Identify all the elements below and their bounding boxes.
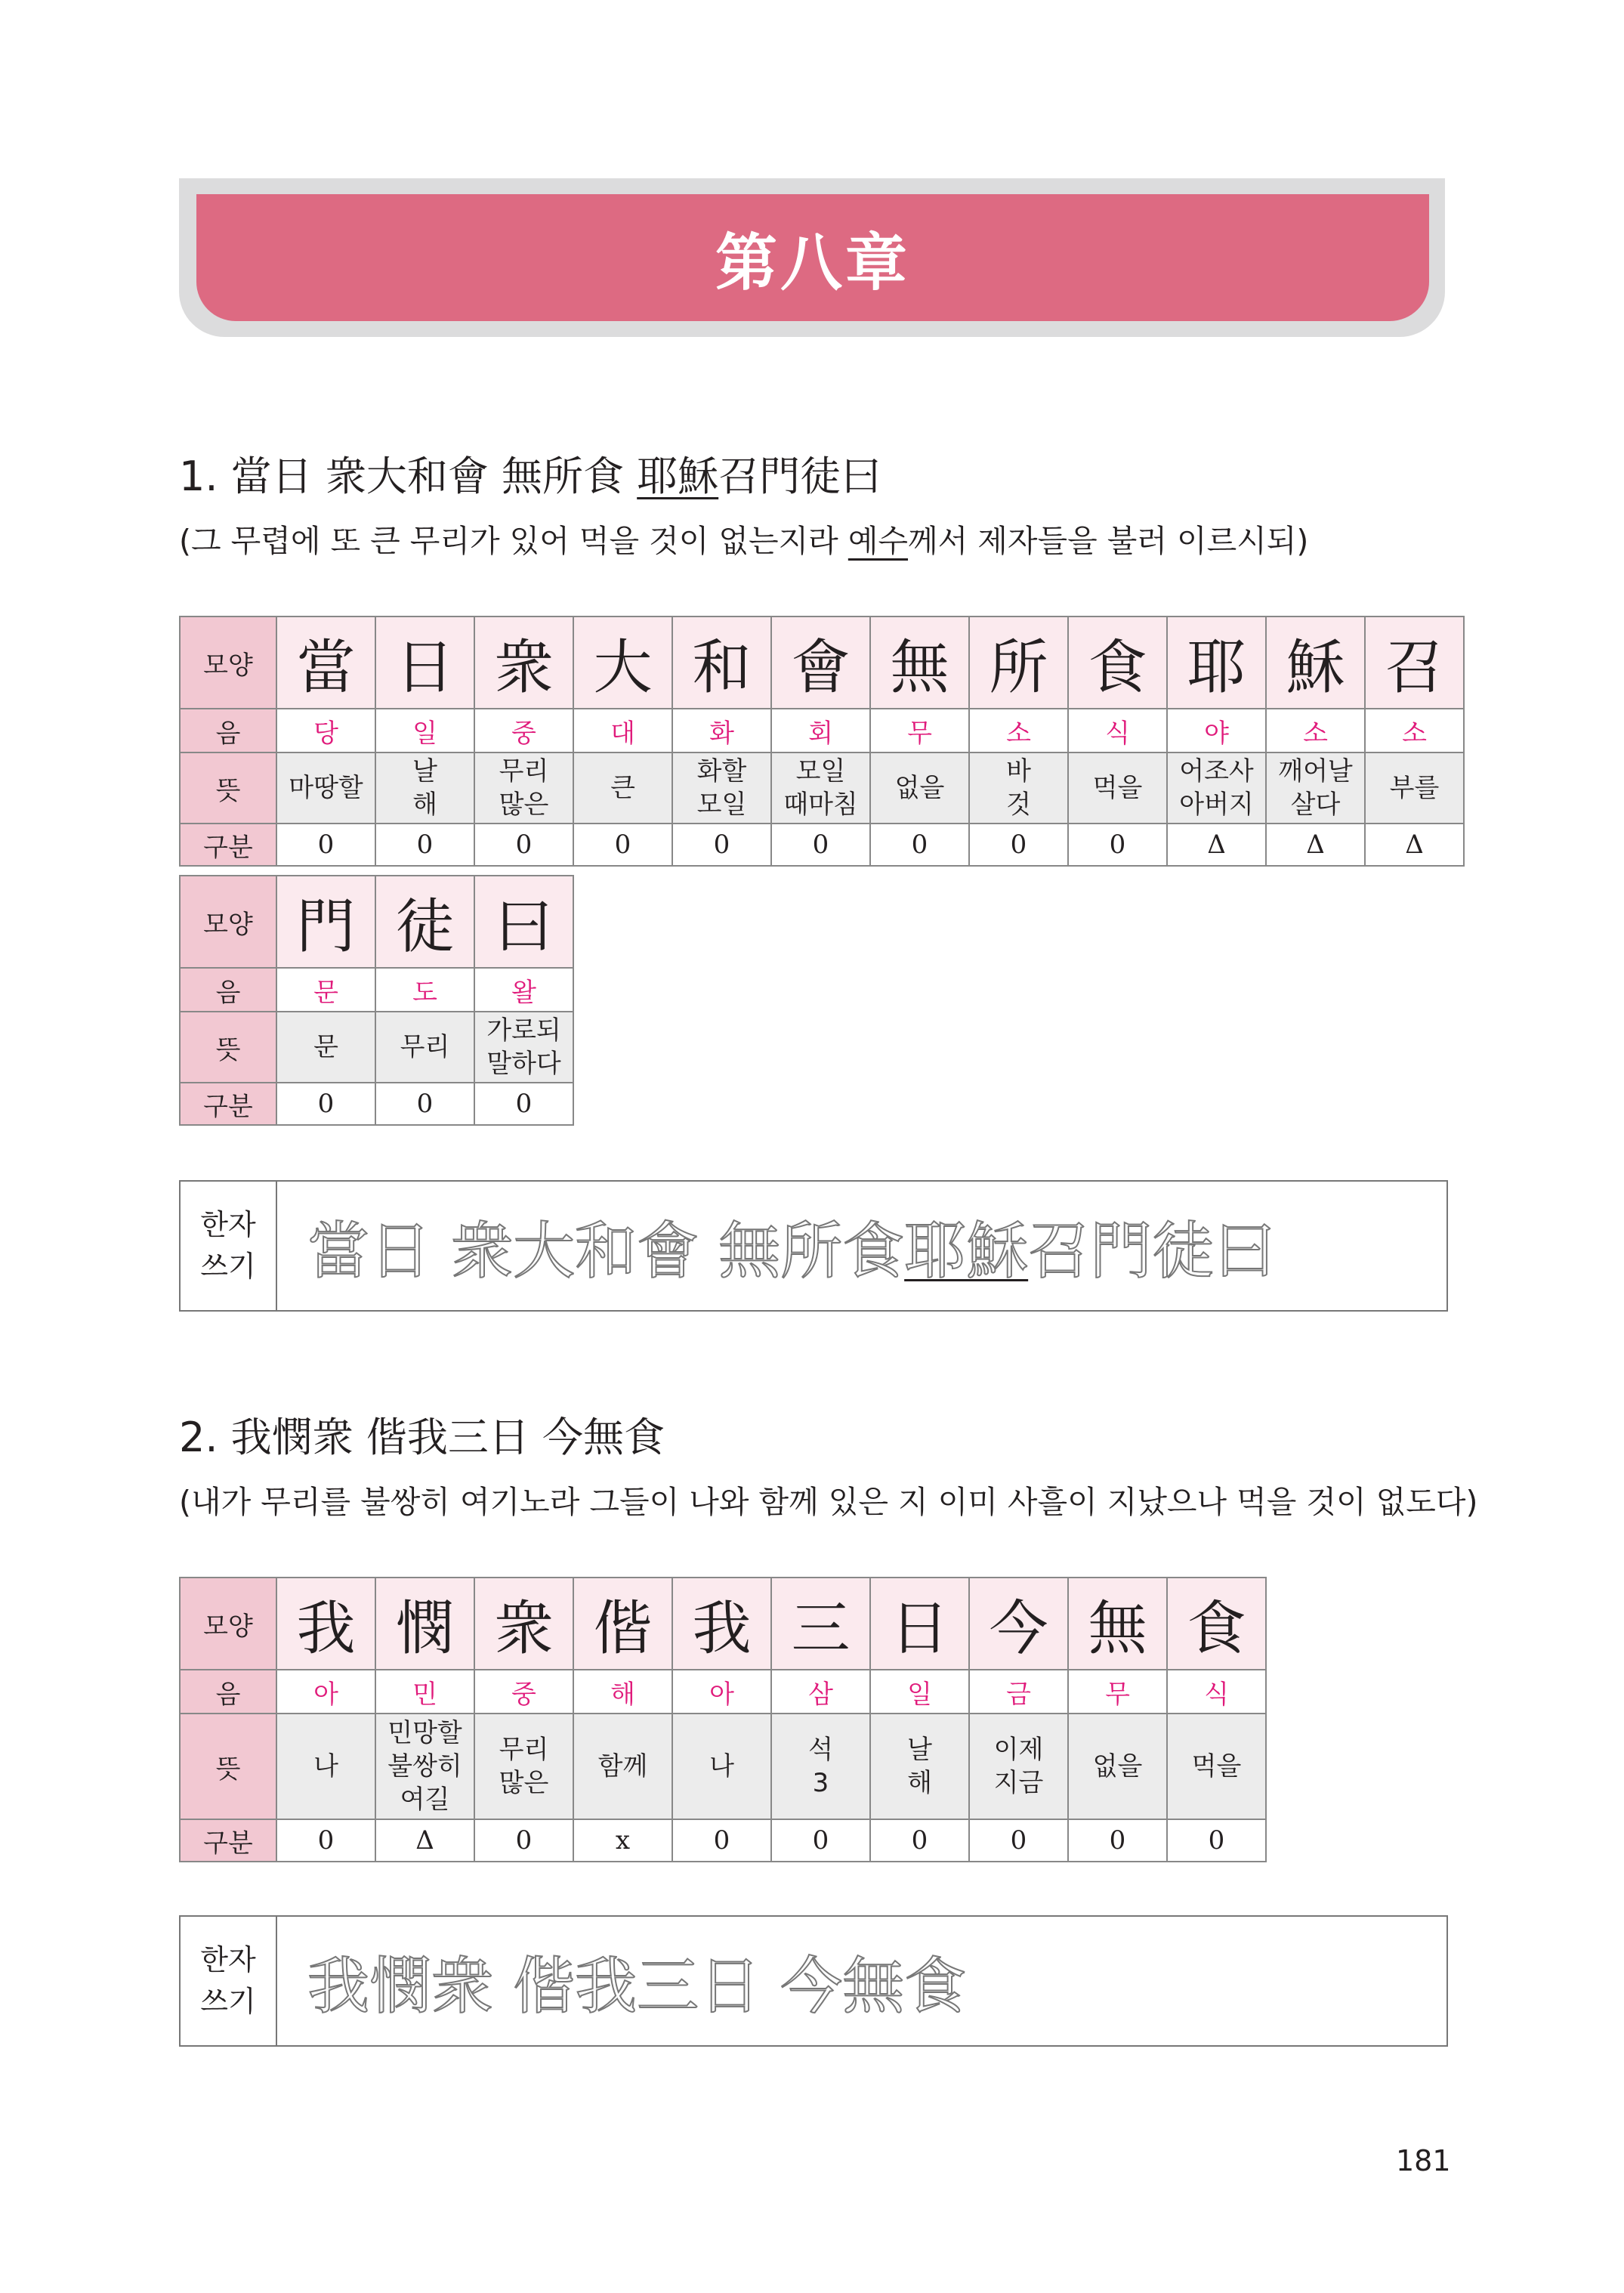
meaning-cell: 큰 [573,752,672,824]
grade-cell: 0 [474,824,573,866]
meaning-cell: 이제 지금 [969,1714,1068,1819]
sound-cell: 중 [474,709,573,752]
meaning-cell: 무리 [375,1012,474,1083]
meaning-cell: 어조사 아버지 [1167,752,1266,824]
sound-cell: 아 [672,1670,771,1714]
char-cell: 食 [1068,617,1167,709]
meaning-cell: 무리 많은 [474,1714,573,1819]
grade-cell: 0 [969,824,1068,866]
row-label: 음 [180,1670,276,1714]
char-cell: 三 [771,1578,870,1670]
meaning-cell: 문 [276,1012,375,1083]
writing-label-text: 한자 쓰기 [200,1207,256,1283]
section1-title [179,444,881,502]
sound-cell: 아 [276,1670,375,1714]
chapter-title: 第八章 [715,226,910,299]
writing-label [181,1182,277,1310]
sound-cell: 중 [474,1670,573,1714]
sound-cell: 무 [1068,1670,1167,1714]
meaning-cell: 석 3 [771,1714,870,1819]
grade-cell: 0 [672,824,771,866]
table1b-row-meanings [180,1012,573,1083]
writing-box-2 [179,1915,1448,2047]
row-label: 모양 [180,617,276,709]
grade-cell: 0 [1068,1819,1167,1862]
chapter-banner [196,194,1429,321]
row-label: 음 [180,968,276,1012]
sound-cell: 야 [1167,709,1266,752]
grade-cell: 0 [771,1819,870,1862]
row-label: 음 [180,709,276,752]
meaning-cell: 없을 [1068,1714,1167,1819]
meaning-cell: 마땅할 [276,752,375,824]
grade-cell: 0 [1167,1819,1266,1862]
writing-label [181,1917,277,2045]
meaning-cell: 화할 모일 [672,752,771,824]
grade-cell: 0 [870,824,969,866]
table1b-row-sounds [180,968,573,1012]
section1-title-text-end: 召門徒曰 [718,453,882,500]
grade-cell: 0 [771,824,870,866]
sound-cell: 대 [573,709,672,752]
table1a-row-sounds [180,709,1464,752]
row-label: 구분 [180,1083,276,1125]
sound-cell: 식 [1167,1670,1266,1714]
grade-cell: Δ [1167,824,1266,866]
meaning-cell: 가로되 말하다 [474,1012,573,1083]
char-cell: 大 [573,617,672,709]
char-cell: 召 [1365,617,1464,709]
writing-box-1 [179,1180,1448,1312]
char-cell: 食 [1167,1578,1266,1670]
meaning-cell: 깨어날 살다 [1266,752,1365,824]
grade-cell: 0 [375,824,474,866]
meaning-cell: 민망할 불쌍히 여길 [375,1714,474,1819]
table2-row-chars [180,1578,1266,1670]
section1-subtitle-text: (그 무렵에 또 큰 무리가 있어 먹을 것이 없는지라 [179,523,848,559]
writing-text-end: 召門徒曰 [1028,1215,1277,1287]
meaning-cell: 모일 때마침 [771,752,870,824]
char-cell: 日 [870,1578,969,1670]
char-cell: 會 [771,617,870,709]
grade-cell: 0 [969,1819,1068,1862]
table1a-row-meanings [180,752,1464,824]
char-cell: 耶 [1167,617,1266,709]
meaning-cell: 나 [672,1714,771,1819]
char-cell: 徒 [375,876,474,968]
grade-cell: 0 [276,824,375,866]
sound-cell: 무 [870,709,969,752]
sound-cell: 일 [870,1670,969,1714]
char-cell: 所 [969,617,1068,709]
writing-text: 當日 衆大和會 無所食 [307,1215,905,1287]
meaning-cell: 바 것 [969,752,1068,824]
sound-cell: 민 [375,1670,474,1714]
sound-cell: 일 [375,709,474,752]
char-cell: 當 [276,617,375,709]
grade-cell: Δ [375,1819,474,1862]
char-cell: 偕 [573,1578,672,1670]
writing-practice-text [277,1182,1446,1310]
table1b-row-grades [180,1083,573,1125]
sound-cell: 소 [1365,709,1464,752]
grade-cell: 0 [1068,824,1167,866]
char-cell: 我 [276,1578,375,1670]
page-number: 181 [1396,2144,1451,2177]
char-cell: 無 [1068,1578,1167,1670]
sound-cell: 금 [969,1670,1068,1714]
char-cell: 曰 [474,876,573,968]
meaning-cell: 부를 [1365,752,1464,824]
grade-cell: 0 [474,1819,573,1862]
char-cell: 我 [672,1578,771,1670]
meaning-cell: 나 [276,1714,375,1819]
table1b-row-chars [180,876,573,968]
meaning-cell: 날 해 [870,1714,969,1819]
char-cell: 日 [375,617,474,709]
char-cell: 穌 [1266,617,1365,709]
sound-cell: 삼 [771,1670,870,1714]
char-cell: 今 [969,1578,1068,1670]
sound-cell: 식 [1068,709,1167,752]
meaning-cell: 무리 많은 [474,752,573,824]
char-cell: 憫 [375,1578,474,1670]
char-cell: 衆 [474,1578,573,1670]
meaning-cell: 없을 [870,752,969,824]
meaning-cell: 날 해 [375,752,474,824]
section1-title-underlined: 耶穌 [637,453,719,500]
writing-practice-text: 我憫衆 偕我三日 今無食 [307,1950,967,2023]
writing-label-text: 한자 쓰기 [200,1942,256,2018]
grade-cell: x [573,1819,672,1862]
table1a-row-chars [180,617,1464,709]
table2-row-sounds [180,1670,1266,1714]
grade-cell: 0 [672,1819,771,1862]
grade-cell: 0 [573,824,672,866]
sound-cell: 소 [1266,709,1365,752]
sound-cell: 회 [771,709,870,752]
hanja-table-2 [179,1577,1267,1862]
sound-cell: 왈 [474,968,573,1012]
meaning-cell: 먹을 [1068,752,1167,824]
meaning-cell: 먹을 [1167,1714,1266,1819]
grade-cell: 0 [474,1083,573,1125]
section1-title-text: 1. 當日 衆大和會 無所食 [179,453,638,500]
table2-row-grades [180,1819,1266,1862]
hanja-table-1a [179,616,1465,867]
row-label: 모양 [180,1578,276,1670]
char-cell: 和 [672,617,771,709]
grade-cell: Δ [1266,824,1365,866]
row-label: 모양 [180,876,276,968]
grade-cell: Δ [1365,824,1464,866]
sound-cell: 소 [969,709,1068,752]
char-cell: 無 [870,617,969,709]
table1a-row-grades [180,824,1464,866]
grade-cell: 0 [276,1083,375,1125]
section2-title: 2. 我憫衆 偕我三日 今無食 [179,1414,665,1461]
meaning-cell: 함께 [573,1714,672,1819]
grade-cell: 0 [276,1819,375,1862]
section1-subtitle-underlined: 예수 [848,523,909,559]
char-cell: 門 [276,876,375,968]
table2-row-meanings [180,1714,1266,1819]
row-label: 구분 [180,1819,276,1862]
sound-cell: 도 [375,968,474,1012]
writing-text-underlined: 耶穌 [904,1215,1029,1287]
section1-subtitle-text-end: 께서 제자들을 불러 이르시되) [908,523,1309,559]
sound-cell: 화 [672,709,771,752]
char-cell: 衆 [474,617,573,709]
row-label: 뜻 [180,1714,276,1819]
sound-cell: 당 [276,709,375,752]
sound-cell: 문 [276,968,375,1012]
grade-cell: 0 [870,1819,969,1862]
row-label: 뜻 [180,752,276,824]
row-label: 구분 [180,824,276,866]
section1-subtitle [179,516,1308,561]
grade-cell: 0 [375,1083,474,1125]
section2-subtitle: (내가 무리를 불쌍히 여기노라 그들이 나와 함께 있은 지 이미 사흘이 지났으나 먹을 것이 없도다) [179,1484,1478,1520]
hanja-table-1b [179,875,574,1126]
sound-cell: 해 [573,1670,672,1714]
row-label: 뜻 [180,1012,276,1083]
